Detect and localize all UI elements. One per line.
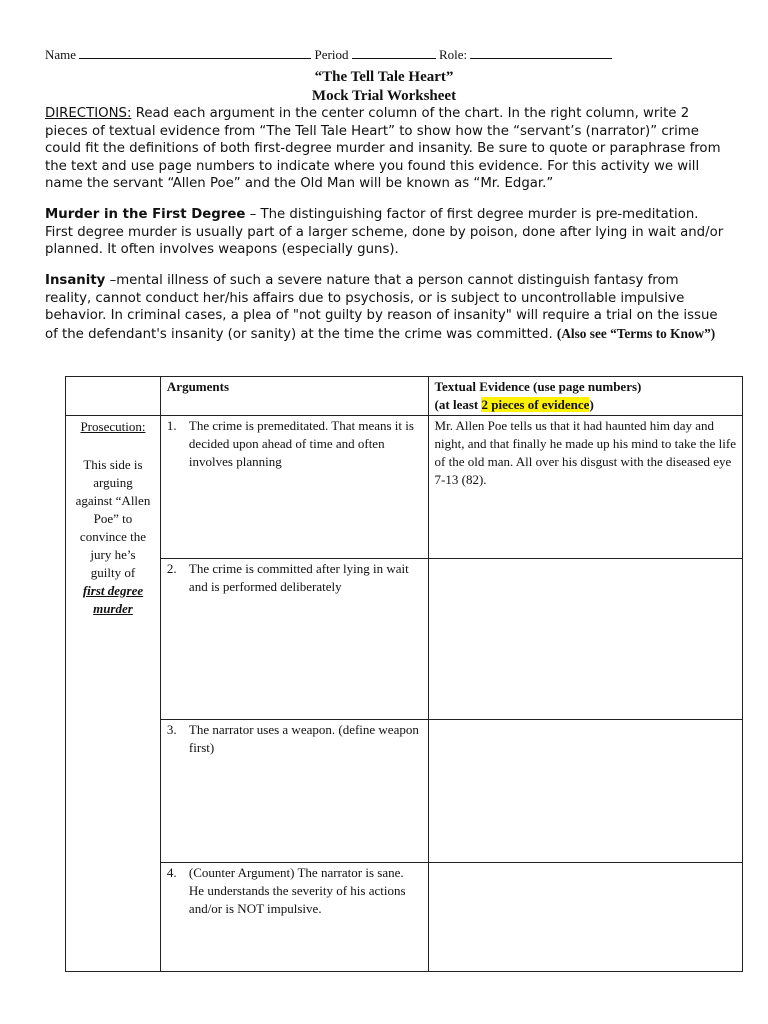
evidence-cell[interactable] bbox=[428, 863, 742, 972]
table-row bbox=[66, 863, 743, 972]
evidence-highlight: 2 pieces of evidence bbox=[481, 397, 590, 412]
prosecution-description: This side is arguing against “Allen Poe” to convince the jury he’s guilty of bbox=[75, 457, 151, 580]
prosecution-label: Prosecution: bbox=[80, 419, 146, 434]
worksheet-subtitle: Mock Trial Worksheet bbox=[311, 88, 457, 104]
worksheet-title bbox=[0, 68, 768, 106]
period-label: Period bbox=[314, 47, 349, 62]
mock-trial-table bbox=[65, 376, 743, 972]
argument-number: 3. bbox=[166, 722, 177, 737]
evidence-text[interactable] bbox=[429, 720, 742, 722]
insanity-term: Insanity bbox=[45, 273, 106, 288]
argument-text: The crime is premeditated. That means it is decided upon ahead of time and often involves planning bbox=[188, 418, 414, 469]
name-blank[interactable] bbox=[79, 47, 311, 59]
murder-text: – The distinguishing factor of first degree murder is pre-meditation. First degree murder is usually part of a larger scheme, done by poison, done after lying in wait and/or planned. It often involves weapons (especially guns). bbox=[45, 207, 724, 258]
evidence-cell[interactable] bbox=[428, 416, 742, 559]
evidence-header bbox=[428, 377, 742, 416]
role-blank[interactable] bbox=[470, 47, 612, 59]
table-row bbox=[66, 416, 743, 559]
argument-cell bbox=[160, 559, 428, 720]
role-label: Role: bbox=[439, 47, 468, 62]
evidence-header-line1: Textual Evidence (use page numbers) bbox=[434, 379, 642, 394]
prosecution-cell bbox=[66, 416, 161, 972]
argument-number: 1. bbox=[166, 418, 177, 433]
insanity-text: –mental illness of such a severe nature that a person cannot distinguish fantasy from reality, cannot conduct her/his affairs due to psychosis, or is subject to uncontrollable impulsive behavior. In criminal cases, a plea of "not guilty by reason of insanity" will require a trial on the issue of the defendant's insanity (or sanity) at the time the crime was committed. bbox=[45, 273, 718, 342]
directions-text: Read each argument in the center column of the chart. In the right column, write 2 pieces of textual evidence from “The Tell Tale Heart” to show how the “servant’s (narrator)” crime could fit the definitions of both first-degree murder and insanity. Be sure to quote or paraphrase from the text and use page numbers to indicate where you found this evidence. For this activity we will name the servant “Allen Poe” and the Old Man will be known as “Mr. Edgar.” bbox=[45, 106, 721, 192]
evidence-text[interactable] bbox=[429, 863, 742, 865]
evidence-text[interactable]: Mr. Allen Poe tells us that it had haunted him day and night, and that finally he made up his mind to take the life of the old man. All over his disgust with the diseased eye 7-13 (82). bbox=[434, 418, 737, 487]
story-title: “The Tell Tale Heart” bbox=[314, 69, 454, 85]
murder-definition bbox=[45, 206, 725, 259]
argument-cell bbox=[160, 416, 428, 559]
murder-term: Murder in the First Degree bbox=[45, 207, 246, 222]
argument-cell bbox=[160, 863, 428, 972]
insanity-definition bbox=[45, 272, 725, 343]
argument-text: The narrator uses a weapon. (define weapon first) bbox=[188, 722, 419, 755]
student-info-line bbox=[45, 47, 745, 63]
directions-paragraph bbox=[45, 105, 725, 193]
evidence-cell[interactable] bbox=[428, 559, 742, 720]
name-label: Name bbox=[45, 47, 77, 62]
table-row bbox=[66, 720, 743, 863]
argument-number: 2. bbox=[166, 561, 177, 576]
prosecution-charge: first degree murder bbox=[82, 583, 144, 616]
argument-text: The crime is committed after lying in wait and is performed deliberately bbox=[188, 561, 409, 594]
period-blank[interactable] bbox=[352, 47, 436, 59]
table-header-row bbox=[66, 377, 743, 416]
argument-cell bbox=[160, 720, 428, 863]
evidence-header-prefix: (at least bbox=[434, 397, 482, 412]
directions-label: DIRECTIONS: bbox=[45, 106, 132, 121]
argument-number: 4. bbox=[166, 865, 177, 880]
evidence-header-suffix: ) bbox=[589, 397, 594, 412]
insanity-note: (Also see “Terms to Know”) bbox=[556, 325, 716, 341]
table-row bbox=[66, 559, 743, 720]
argument-text: (Counter Argument) The narrator is sane. He understands the severity of his actions and/or is NOT impulsive. bbox=[188, 865, 406, 916]
arguments-header-label: Arguments bbox=[166, 379, 230, 394]
arguments-header bbox=[160, 377, 428, 416]
evidence-header-line2 bbox=[435, 396, 736, 414]
evidence-text[interactable] bbox=[429, 559, 742, 561]
empty-header-cell bbox=[66, 377, 161, 416]
evidence-cell[interactable] bbox=[428, 720, 742, 863]
